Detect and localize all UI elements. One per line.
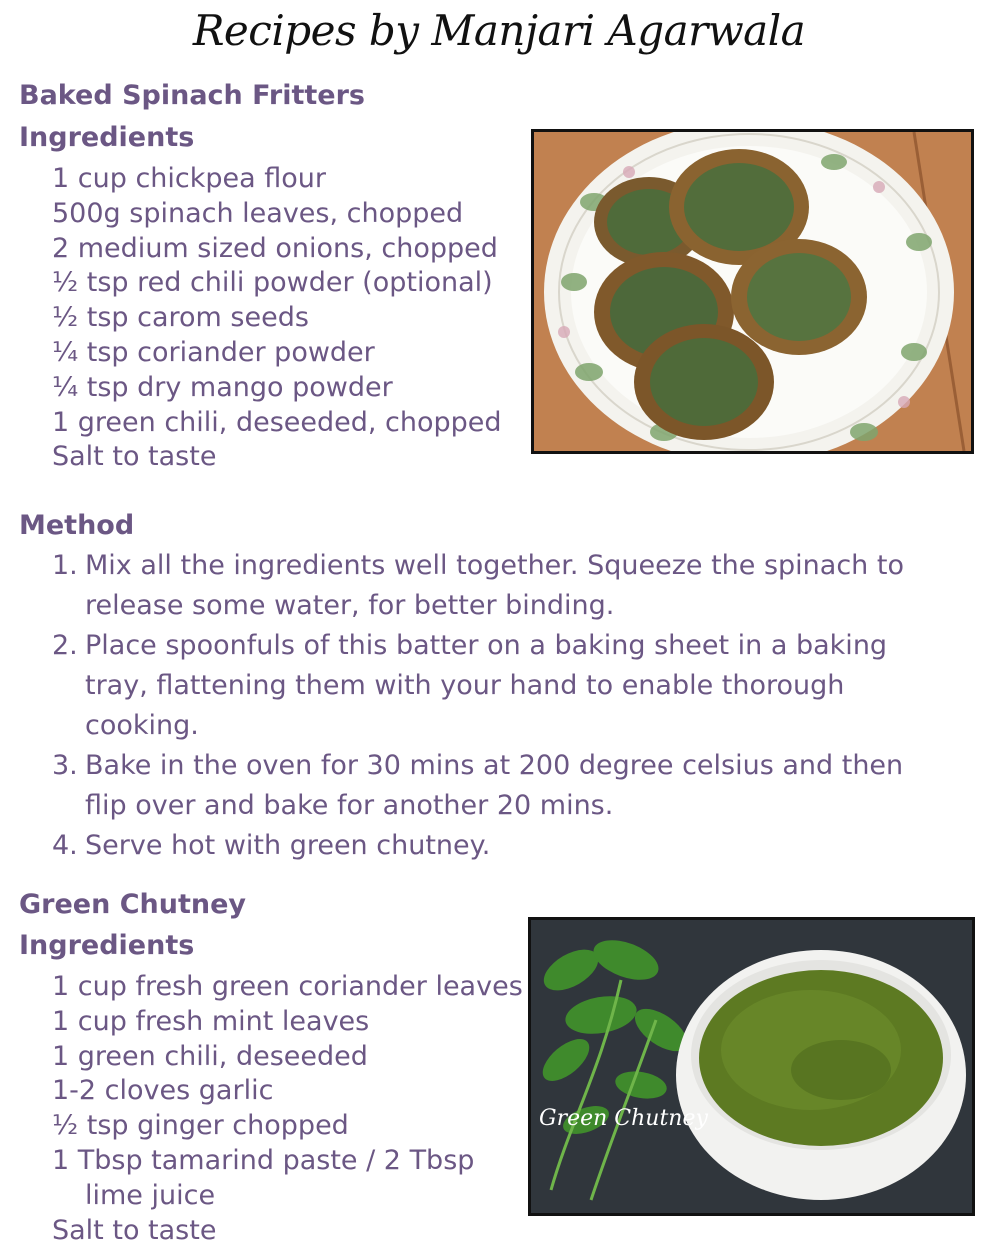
ingredients-heading-chutney: Ingredients [19, 930, 195, 961]
method-list [52, 546, 952, 866]
ingredient-item: 1 cup fresh mint leaves [52, 1005, 370, 1037]
ingredient-item: 1 green chili, deseeded, chopped [52, 406, 502, 438]
ingredient-item: 1 green chili, deseeded [52, 1040, 368, 1072]
step-number: 2. [52, 630, 78, 661]
ingredient-item: 1-2 cloves garlic [52, 1075, 274, 1107]
page-title: Recipes by Manjari Agarwala [192, 6, 806, 55]
recipe-title-chutney: Green Chutney [19, 889, 247, 920]
method-heading: Method [19, 510, 135, 541]
step-text: Bake in the oven for 30 mins at 200 degree celsius and then flip over and bake for another 20 mins. [85, 750, 904, 821]
ingredient-list-fritters [52, 162, 502, 475]
step-number: 1. [52, 550, 78, 581]
method-step [52, 546, 952, 626]
method-step [52, 826, 952, 866]
step-text: Mix all the ingredients well together. Squeeze the spinach to release some water, for better binding. [85, 550, 904, 621]
ingredient-item: ¼ tsp coriander powder [52, 336, 375, 368]
step-number: 4. [52, 830, 78, 861]
ingredient-item: 500g spinach leaves, chopped [52, 197, 464, 229]
fritters-photo [531, 129, 974, 454]
ingredient-item: ½ tsp carom seeds [52, 302, 309, 334]
ingredient-item: ¼ tsp dry mango powder [52, 371, 393, 403]
method-step [52, 746, 952, 826]
ingredient-item: ½ tsp ginger chopped [52, 1110, 349, 1142]
ingredient-list-chutney [52, 970, 523, 1248]
step-text: Place spoonfuls of this batter on a baking sheet in a baking tray, flattening them with your hand to enable thorough cooking. [85, 630, 888, 741]
ingredients-heading-fritters: Ingredients [19, 122, 195, 153]
ingredient-item: 1 cup chickpea flour [52, 163, 326, 194]
step-number: 3. [52, 750, 78, 781]
method-step [52, 626, 952, 746]
step-text: Serve hot with green chutney. [85, 830, 491, 861]
photo-caption: Green Chutney [539, 1106, 708, 1131]
ingredient-item: Salt to taste [52, 1214, 217, 1246]
ingredient-item: 2 medium sized onions, chopped [52, 232, 498, 264]
ingredient-item: 1 Tbsp tamarind paste / 2 Tbsp lime juice [52, 1144, 475, 1211]
recipe-title-fritters: Baked Spinach Fritters [19, 80, 365, 111]
ingredient-item: 1 cup fresh green coriander leaves [52, 971, 523, 1002]
ingredient-item: ½ tsp red chili powder (optional) [52, 267, 493, 299]
ingredient-item: Salt to taste [52, 441, 217, 473]
chutney-photo [528, 917, 975, 1216]
